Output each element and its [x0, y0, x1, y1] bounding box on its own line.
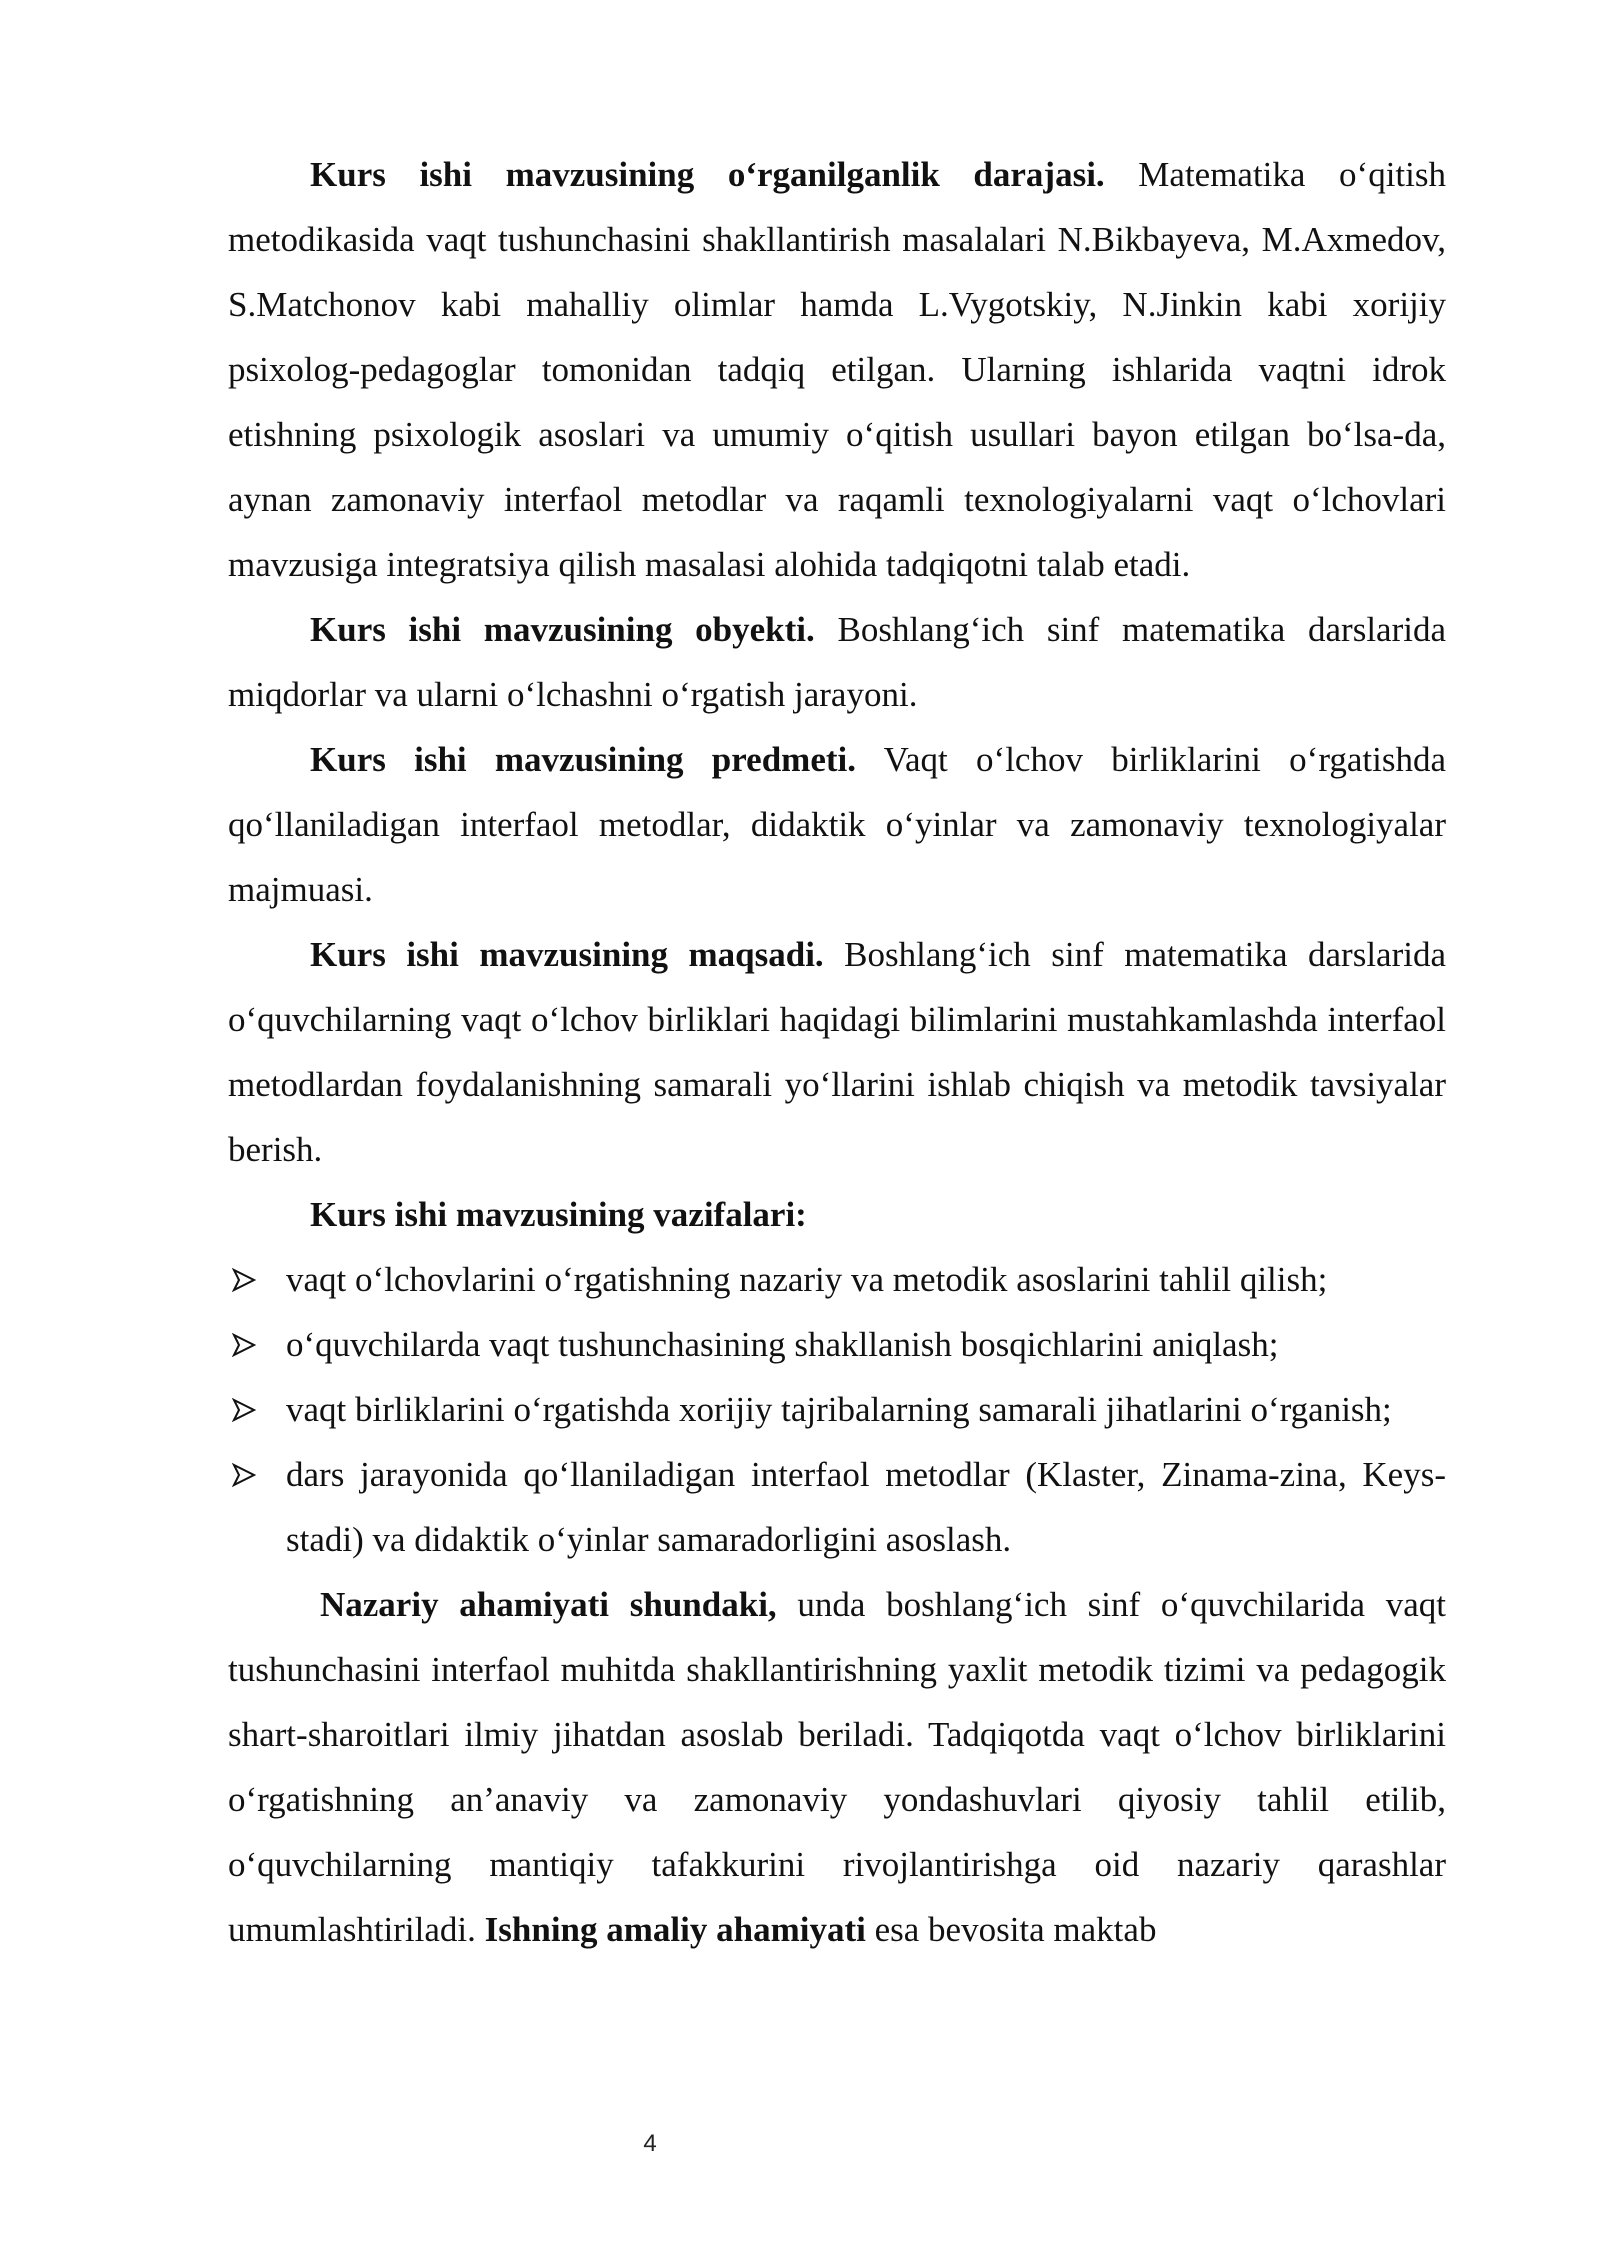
paragraph-tasks-heading [228, 1182, 1446, 1247]
heading-study-level: Kurs ishi mavzusining o‘rganilganlik darajasi. [310, 155, 1105, 194]
heading-practical-significance: Ishning amaliy ahamiyati [484, 1910, 866, 1949]
list-item [228, 1442, 1446, 1572]
text-study-level: Matematika o‘qitish metodikasida vaqt tushunchasini shakllantirish masalalari N.Bikbayeva, M.Axmedov, S.Matchonov kabi mahalliy olimlar hamda L.Vygotskiy, N.Jinkin kabi xorijiy psixolog-pedagoglar tomonidan tadqiq etilgan. Ularning ishlarida vaqtni idrok etishning psixologik asoslari va umumiy o‘qitish usullari bayon etilgan bo‘lsa-da, aynan zamonaviy interfaol metodlar va raqamli texnologiyalarni vaqt o‘lchovlari mavzusiga integratsiya qilish masalasi alohida tadqiqotni talab etadi. [228, 155, 1446, 584]
arrowhead-bullet-icon [232, 1377, 262, 1442]
arrowhead-bullet-icon [232, 1312, 262, 1377]
list-item [228, 1247, 1446, 1312]
task-text: o‘quvchilarda vaqt tushunchasining shakllanish bosqichlarini aniqlash; [286, 1325, 1279, 1364]
task-text: dars jarayonida qo‘llaniladigan interfaol metodlar (Klaster, Zinama-zina, Keys-stadi) va didaktik o‘yinlar samaradorligini asoslash. [286, 1455, 1446, 1559]
text-object: Boshlang‘ich sinf matematika darslarida miqdorlar va ularni o‘lchashni o‘rgatish jarayoni. [228, 610, 1446, 714]
text-subject: Vaqt o‘lchov birliklarini o‘rgatishda qo‘llaniladigan interfaol metodlar, didaktik o‘yinlar va zamonaviy texnologiyalar majmuasi. [228, 740, 1446, 909]
list-item [228, 1377, 1446, 1442]
text-goal: Boshlang‘ich sinf matematika darslarida o‘quvchilarning vaqt o‘lchov birliklari haqidagi bilimlarini mustahkamlashda interfaol metodlardan foydalanishning samarali yo‘llarini ishlab chiqish va metodik tavsiyalar berish. [228, 935, 1446, 1169]
arrowhead-bullet-icon [232, 1247, 262, 1312]
task-text: vaqt birliklarini o‘rgatishda xorijiy tajribalarning samarali jihatlarini o‘rganish; [286, 1390, 1392, 1429]
document-page [228, 142, 1446, 1962]
heading-tasks: Kurs ishi mavzusining vazifalari: [310, 1195, 807, 1234]
paragraph-subject [228, 727, 1446, 922]
paragraph-study-level [228, 142, 1446, 597]
heading-goal: Kurs ishi mavzusining maqsadi. [310, 935, 824, 974]
text-theoretical-significance: unda boshlang‘ich sinf o‘quvchilarida vaqt tushunchasini interfaol muhitda shakllantirishning yaxlit metodik tizimi va pedagogik shart-sharoitlari ilmiy jihatdan asoslab beriladi. Tadqiqotda vaqt o‘lchov birliklarini o‘rgatishning an’anaviy va zamonaviy yondashuvlari qiyosiy tahlil etilib, o‘quvchilarning mantiqiy tafakkurini rivojlantirishga oid nazariy qarashlar umumlashtiriladi. [228, 1585, 1446, 1949]
heading-subject: Kurs ishi mavzusining predmeti. [310, 740, 856, 779]
page-number: 4 [643, 2130, 657, 2157]
paragraph-goal [228, 922, 1446, 1182]
paragraph-object [228, 597, 1446, 727]
heading-object: Kurs ishi mavzusining obyekti. [310, 610, 815, 649]
text-practical-significance: esa bevosita maktab [865, 1910, 1157, 1949]
tasks-list [228, 1247, 1446, 1572]
heading-theoretical-significance: Nazariy ahamiyati shundaki, [320, 1585, 777, 1624]
list-item [228, 1312, 1446, 1377]
arrowhead-bullet-icon [232, 1442, 262, 1507]
task-text: vaqt o‘lchovlarini o‘rgatishning nazariy va metodik asoslarini tahlil qilish; [286, 1260, 1328, 1299]
paragraph-significance [228, 1572, 1446, 1962]
